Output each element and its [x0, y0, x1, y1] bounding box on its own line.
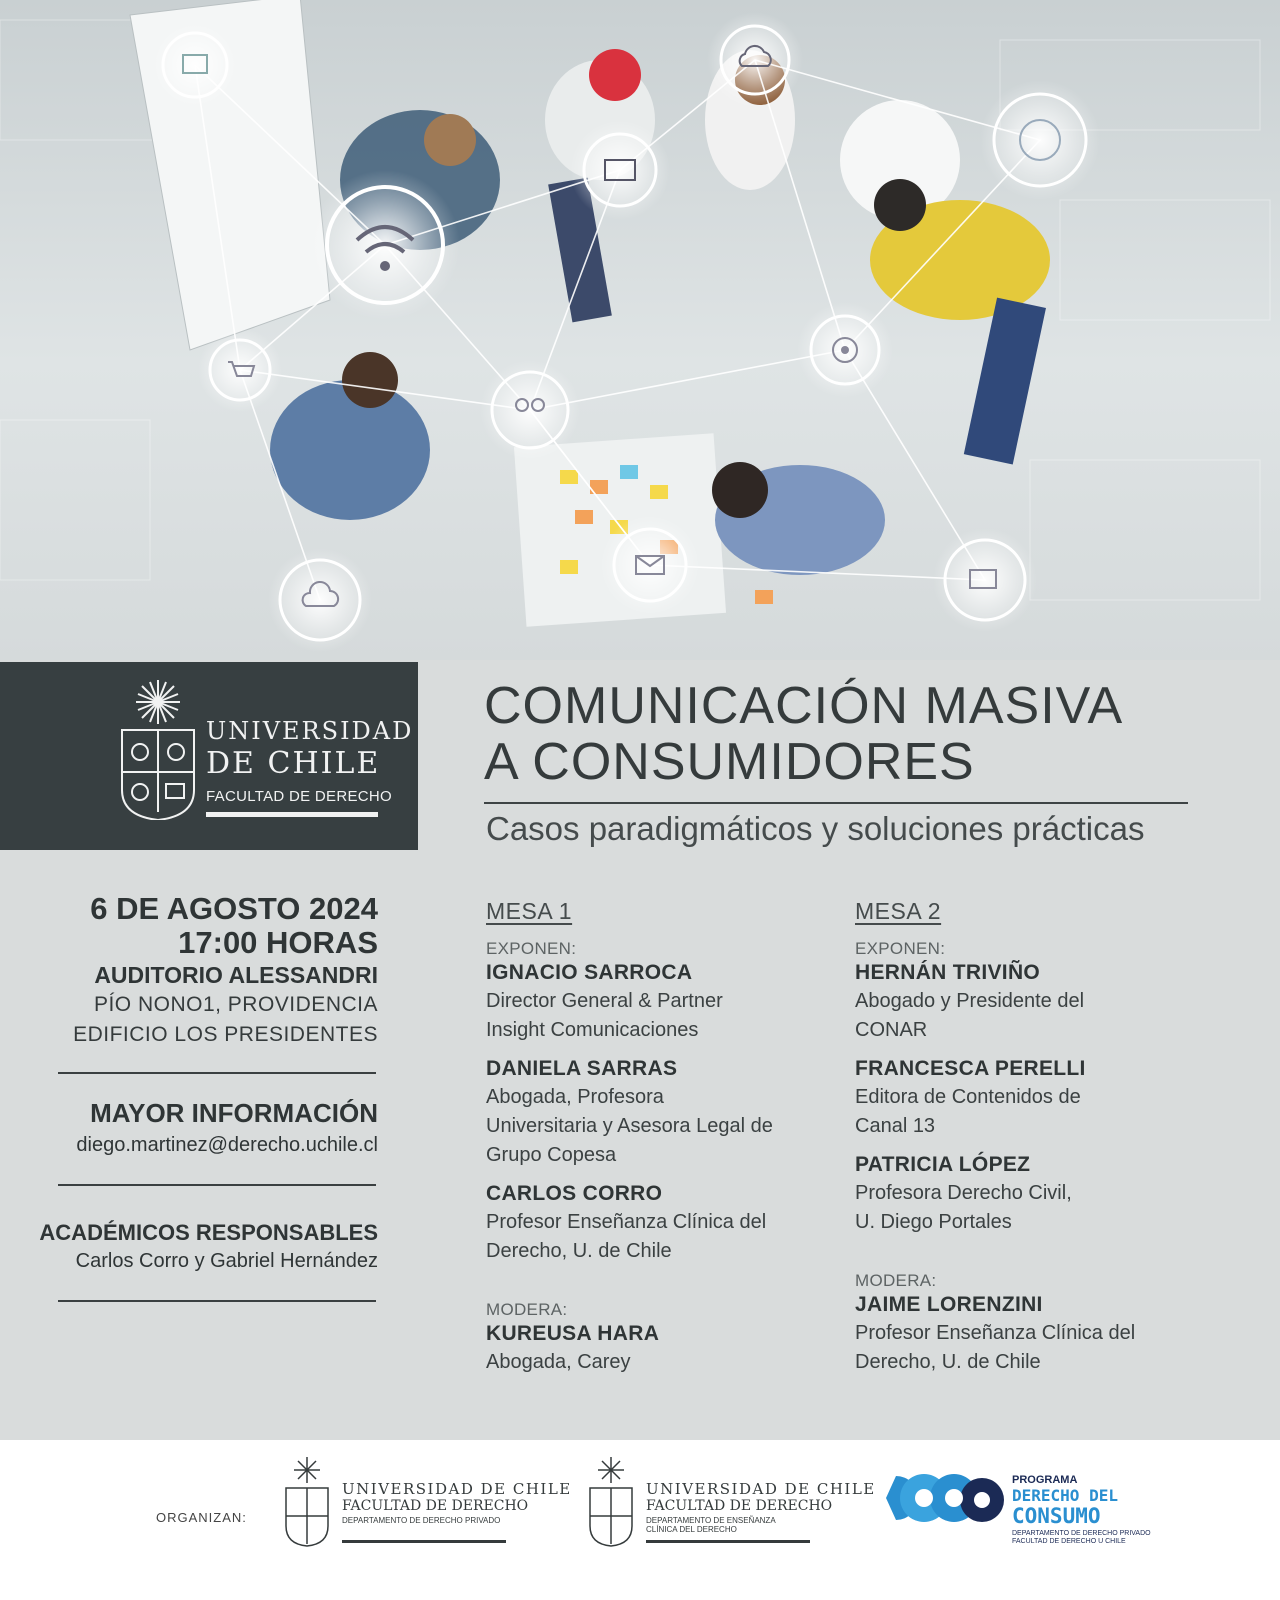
logo1-line2: FACULTAD DE DERECHO: [342, 1498, 529, 1514]
university-name-line2: DE CHILE: [206, 746, 381, 781]
speaker-name: IGNACIO SARROCA: [486, 961, 693, 984]
logo2-line2: FACULTAD DE DERECHO: [646, 1498, 833, 1514]
university-crest-icon: [118, 680, 198, 820]
target-icon: [797, 302, 893, 398]
event-address1: PÍO NONO1, PROVIDENCIA: [93, 993, 378, 1016]
moderator-desc: Abogada, Carey: [486, 1351, 631, 1373]
speaker: [855, 1151, 1195, 1237]
title-line2: A CONSUMIDORES: [484, 733, 975, 791]
speaker-desc: U. Diego Portales: [855, 1211, 1012, 1233]
moderator-desc: Derecho, U. de Chile: [855, 1351, 1041, 1373]
speaker: [486, 959, 826, 1045]
logo1-line1: UNIVERSIDAD DE CHILE: [342, 1480, 572, 1498]
users-icon: [480, 360, 580, 460]
globe-icon: [980, 80, 1100, 200]
derecho-consumo-logo-icon: [884, 1466, 1004, 1536]
university-logo-panel: [0, 662, 418, 850]
cart-icon: [198, 328, 282, 412]
event-title: [484, 678, 1123, 790]
logo2-line3: DEPARTAMENTO DE ENSEÑANZA CLÍNICA DEL DERECHO: [646, 1516, 776, 1534]
speaker: [486, 1055, 826, 1170]
devices-icon: [933, 528, 1037, 632]
moderator-desc: Profesor Enseñanza Clínica del: [855, 1322, 1136, 1344]
monitor-icon: [153, 23, 237, 107]
title-divider: [484, 802, 1188, 804]
speaker-desc: Editora de Contenidos de: [855, 1086, 1081, 1108]
mesa-1-panel: [486, 898, 826, 1387]
info-title: MAYOR INFORMACIÓN: [90, 1098, 378, 1128]
university-crest-icon: [588, 1456, 634, 1550]
speaker-name: DANIELA SARRAS: [486, 1057, 678, 1080]
title-line1: COMUNICACIÓN MASIVA: [484, 677, 1124, 735]
organizer-logo-derecho-consumo: [884, 1466, 1151, 1545]
faculty-name: FACULTAD DE DERECHO: [206, 788, 393, 805]
speaker-desc: Profesor Enseñanza Clínica del: [486, 1211, 767, 1233]
logo3-line1: PROGRAMA: [1012, 1474, 1078, 1486]
event-time: 17:00 HORAS: [178, 925, 378, 960]
mail-icon: [600, 515, 700, 615]
academics-names: Carlos Corro y Gabriel Hernández: [75, 1250, 378, 1272]
logo3-line2: DERECHO DEL: [1012, 1486, 1118, 1505]
mesa-1-title: MESA 1: [486, 898, 573, 924]
speaker-name: PATRICIA LÓPEZ: [855, 1153, 1031, 1176]
moderator-name: JAIME LORENZINI: [855, 1293, 1043, 1316]
divider: [58, 1300, 376, 1302]
moderator: [486, 1320, 826, 1377]
speaker: [855, 959, 1195, 1045]
organizers-footer: [0, 1440, 1280, 1600]
speaker-desc: Canal 13: [855, 1115, 936, 1137]
event-subtitle: Casos paradigmáticos y soluciones prácticas: [486, 810, 1145, 847]
speaker-desc: Grupo Copesa: [486, 1144, 617, 1166]
logo3-line3: CONSUMO: [1012, 1504, 1101, 1528]
speaker-desc: Abogada, Profesora: [486, 1086, 664, 1108]
divider: [58, 1072, 376, 1074]
organizan-label: ORGANIZAN:: [156, 1510, 247, 1525]
speaker-desc: Insight Comunicaciones: [486, 1019, 699, 1041]
logo2-line1: UNIVERSIDAD DE CHILE: [646, 1480, 876, 1498]
speaker-desc: Director General & Partner: [486, 990, 723, 1012]
cloud-upload-icon: [707, 12, 803, 108]
mesa-2-title: MESA 2: [855, 898, 942, 924]
speaker-desc: CONAR: [855, 1019, 928, 1041]
logo3-faculty: FACULTAD DE DERECHO U CHILE: [1012, 1538, 1126, 1545]
logo3-dept: DEPARTAMENTO DE DERECHO PRIVADO: [1012, 1530, 1151, 1537]
logo-underline: [206, 812, 378, 817]
wifi-icon: [310, 170, 460, 320]
logo1-line3: DEPARTAMENTO DE DERECHO PRIVADO: [342, 1516, 501, 1525]
event-address2: EDIFICIO LOS PRESIDENTES: [73, 1023, 378, 1046]
modera-label: MODERA:: [486, 1300, 568, 1319]
speaker-desc: Abogado y Presidente del: [855, 990, 1085, 1012]
speaker-desc: Universitaria y Asesora Legal de: [486, 1115, 773, 1137]
speaker-desc: Derecho, U. de Chile: [486, 1240, 672, 1262]
mesa-2-panel: [855, 898, 1195, 1387]
speaker-name: HERNÁN TRIVIÑO: [855, 961, 1041, 984]
academics-title: ACADÉMICOS RESPONSABLES: [39, 1220, 378, 1245]
event-date: 6 DE AGOSTO 2024: [90, 891, 378, 926]
speaker: [855, 1055, 1195, 1141]
event-venue: AUDITORIO ALESSANDRI: [94, 962, 378, 988]
exponen-label: EXPONEN:: [486, 939, 577, 958]
computer-icon: [570, 120, 670, 220]
speaker-name: CARLOS CORRO: [486, 1182, 663, 1205]
logo3-line4: [1012, 1530, 1151, 1546]
divider: [58, 1184, 376, 1186]
contact-email-link[interactable]: diego.martinez@derecho.uchile.cl: [76, 1134, 378, 1156]
network-illustration: [0, 0, 1280, 660]
speaker: [486, 1180, 826, 1266]
speaker-desc: Profesora Derecho Civil,: [855, 1182, 1072, 1204]
speaker-name: FRANCESCA PERELLI: [855, 1057, 1086, 1080]
logo2-rule: [646, 1540, 810, 1543]
event-details: [18, 892, 378, 1050]
modera-label: MODERA:: [855, 1271, 937, 1290]
cloud-download-icon: [268, 548, 372, 652]
university-crest-icon: [284, 1456, 330, 1550]
university-name-line1: UNIVERSIDAD: [206, 717, 414, 745]
moderator: [855, 1291, 1195, 1377]
logo1-rule: [342, 1540, 506, 1543]
exponen-label: EXPONEN:: [855, 939, 946, 958]
hero-image: [0, 0, 1280, 660]
moderator-name: KUREUSA HARA: [486, 1322, 660, 1345]
